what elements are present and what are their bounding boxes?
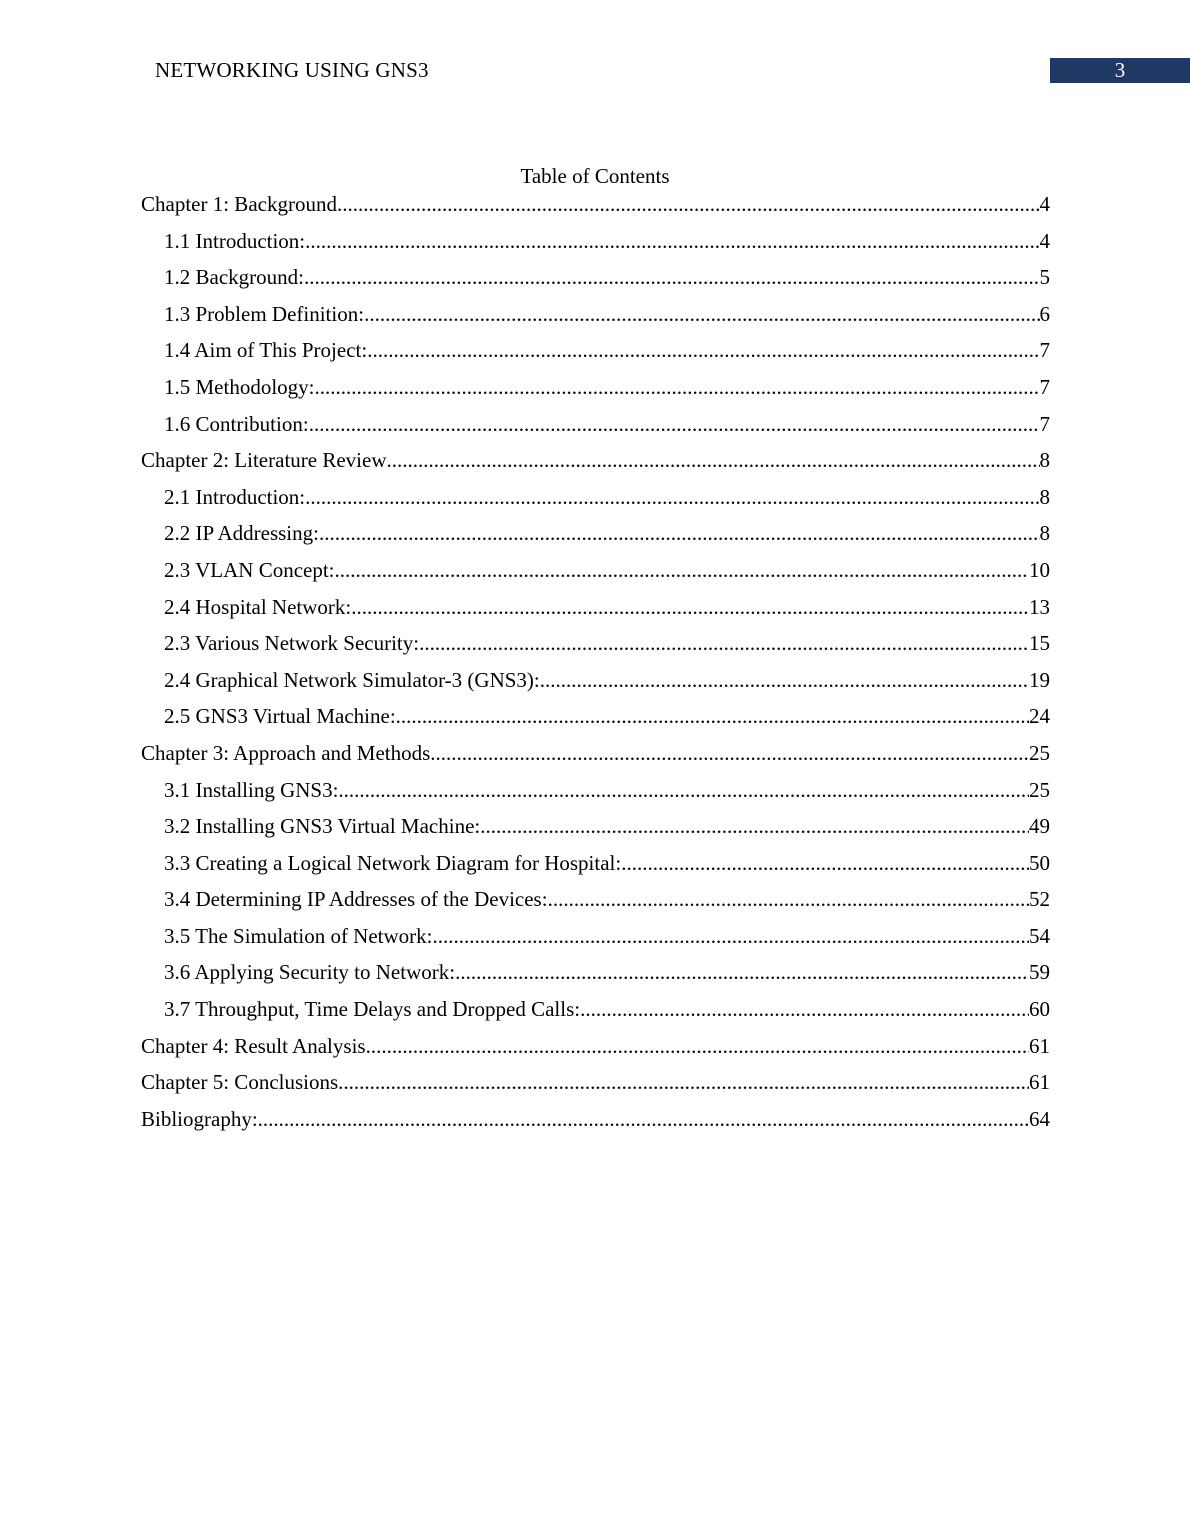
toc-entry-label: 3.3 Creating a Logical Network Diagram for Hospital: bbox=[164, 850, 622, 875]
toc-section-entry[interactable] bbox=[141, 593, 1050, 630]
toc-entry-page: 7 bbox=[1039, 338, 1050, 363]
toc-entry-label: 2.3 Various Network Security: bbox=[164, 631, 420, 656]
toc-entry-page: 60 bbox=[1029, 997, 1050, 1022]
toc-entry-page: 8 bbox=[1039, 448, 1050, 473]
toc-section-entry[interactable] bbox=[141, 776, 1050, 813]
toc-entry-label: 2.1 Introduction: bbox=[164, 484, 306, 509]
toc-dot-leader bbox=[548, 885, 1029, 913]
page-number-badge bbox=[1050, 58, 1190, 83]
toc-entry-page: 24 bbox=[1029, 704, 1050, 729]
toc-entry-page: 7 bbox=[1039, 411, 1050, 436]
running-head: NETWORKING USING GNS3 bbox=[155, 58, 429, 82]
toc-dot-leader bbox=[351, 593, 1029, 621]
toc-entry-label: 1.6 Contribution: bbox=[164, 411, 309, 436]
toc-entry-label: 3.1 Installing GNS3: bbox=[164, 777, 339, 802]
toc-entry-label: 3.4 Determining IP Addresses of the Devices: bbox=[164, 887, 548, 912]
toc-section-entry[interactable] bbox=[141, 885, 1050, 922]
toc-dot-leader bbox=[430, 739, 1029, 767]
toc-entry-page: 5 bbox=[1039, 265, 1050, 290]
toc-entry-page: 52 bbox=[1029, 887, 1050, 912]
toc-dot-leader bbox=[258, 1105, 1029, 1133]
toc-dot-leader bbox=[319, 519, 1040, 547]
toc-entry-label: 2.4 Graphical Network Simulator-3 (GNS3): bbox=[164, 667, 540, 692]
toc-entry-page: 10 bbox=[1029, 557, 1050, 582]
toc-dot-leader bbox=[621, 849, 1029, 877]
toc-entry-page: 61 bbox=[1029, 1033, 1050, 1058]
toc-entry-label: 1.1 Introduction: bbox=[164, 228, 306, 253]
toc-entry-label: 1.3 Problem Definition: bbox=[164, 301, 365, 326]
toc-entry-page: 25 bbox=[1029, 777, 1050, 802]
toc-dot-leader bbox=[540, 666, 1029, 694]
toc-entry-label: 1.2 Background: bbox=[164, 265, 304, 290]
toc-dot-leader bbox=[419, 629, 1029, 657]
toc-dot-leader bbox=[338, 776, 1029, 804]
toc-entry-label: Chapter 2: Literature Review bbox=[141, 448, 387, 473]
toc-entry-page: 4 bbox=[1039, 228, 1050, 253]
toc-dot-leader bbox=[455, 958, 1029, 986]
toc-dot-leader bbox=[433, 922, 1030, 950]
toc-entry-page: 19 bbox=[1029, 667, 1050, 692]
toc-section-entry[interactable] bbox=[141, 995, 1050, 1032]
toc-entry-page: 59 bbox=[1029, 960, 1050, 985]
toc-chapter-entry[interactable] bbox=[141, 1032, 1050, 1069]
toc-dot-leader bbox=[315, 373, 1040, 401]
toc-chapter-entry[interactable] bbox=[141, 1068, 1050, 1105]
toc-dot-leader bbox=[580, 995, 1029, 1023]
toc-title: Table of Contents bbox=[520, 164, 670, 188]
toc-section-entry[interactable] bbox=[141, 263, 1050, 300]
toc-chapter-entry[interactable] bbox=[141, 1105, 1050, 1142]
toc-entry-label: 1.5 Methodology: bbox=[164, 374, 315, 399]
toc-entry-page: 4 bbox=[1039, 192, 1050, 216]
toc-entry-label: Chapter 3: Approach and Methods bbox=[141, 740, 431, 765]
toc-section-entry[interactable] bbox=[141, 519, 1050, 556]
toc-entry-page: 25 bbox=[1029, 740, 1050, 765]
toc-dot-leader bbox=[396, 702, 1029, 730]
toc-dot-leader bbox=[366, 1032, 1029, 1060]
toc-entry-page: 13 bbox=[1029, 594, 1050, 619]
toc-entry-label: 3.7 Throughput, Time Delays and Dropped Calls: bbox=[164, 997, 581, 1022]
toc-entry-page: 54 bbox=[1029, 923, 1050, 948]
toc-entry-label: 3.2 Installing GNS3 Virtual Machine: bbox=[164, 814, 481, 839]
toc-entry-page: 8 bbox=[1039, 484, 1050, 509]
toc-entry-label: 1.4 Aim of This Project: bbox=[164, 338, 368, 363]
toc-section-entry[interactable] bbox=[141, 958, 1050, 995]
toc-section-entry[interactable] bbox=[141, 300, 1050, 337]
toc-entry-label: 2.5 GNS3 Virtual Machine: bbox=[164, 704, 396, 729]
toc-dot-leader bbox=[309, 410, 1040, 438]
toc-section-entry[interactable] bbox=[141, 227, 1050, 264]
toc-entry-label: 2.2 IP Addressing: bbox=[164, 521, 319, 546]
toc-section-entry[interactable] bbox=[141, 556, 1050, 593]
toc-section-entry[interactable] bbox=[141, 336, 1050, 373]
toc-dot-leader bbox=[364, 300, 1039, 328]
table-of-contents bbox=[141, 190, 1050, 1141]
toc-dot-leader bbox=[337, 190, 1040, 218]
toc-entry-label: Bibliography: bbox=[141, 1106, 258, 1131]
page-number: 3 bbox=[1114, 58, 1126, 82]
toc-section-entry[interactable] bbox=[141, 373, 1050, 410]
toc-entry-page: 7 bbox=[1039, 374, 1050, 399]
toc-section-entry[interactable] bbox=[141, 666, 1050, 703]
toc-entry-label: Chapter 4: Result Analysis bbox=[141, 1033, 366, 1058]
toc-entry-label: Chapter 1: Background bbox=[141, 192, 337, 216]
toc-entry-label: 2.3 VLAN Concept: bbox=[164, 557, 335, 582]
toc-section-entry[interactable] bbox=[141, 812, 1050, 849]
toc-dot-leader bbox=[387, 446, 1040, 474]
toc-chapter-entry[interactable] bbox=[141, 739, 1050, 776]
toc-dot-leader bbox=[480, 812, 1029, 840]
toc-entry-label: 3.6 Applying Security to Network: bbox=[164, 960, 456, 985]
toc-entry-page: 61 bbox=[1029, 1070, 1050, 1095]
toc-section-entry[interactable] bbox=[141, 410, 1050, 447]
toc-entry-page: 8 bbox=[1039, 521, 1050, 546]
toc-dot-leader bbox=[305, 483, 1039, 511]
toc-section-entry[interactable] bbox=[141, 922, 1050, 959]
toc-dot-leader bbox=[335, 556, 1029, 584]
toc-entry-page: 50 bbox=[1029, 850, 1050, 875]
toc-section-entry[interactable] bbox=[141, 483, 1050, 520]
toc-chapter-entry[interactable] bbox=[141, 190, 1050, 227]
toc-entry-page: 15 bbox=[1029, 631, 1050, 656]
toc-entry-label: 3.5 The Simulation of Network: bbox=[164, 923, 433, 948]
toc-dot-leader bbox=[367, 336, 1039, 364]
toc-chapter-entry[interactable] bbox=[141, 446, 1050, 483]
toc-entry-page: 6 bbox=[1039, 301, 1050, 326]
toc-dot-leader bbox=[304, 263, 1040, 291]
toc-section-entry[interactable] bbox=[141, 702, 1050, 739]
toc-section-entry[interactable] bbox=[141, 629, 1050, 666]
toc-dot-leader bbox=[305, 227, 1039, 255]
toc-entry-label: Chapter 5: Conclusions bbox=[141, 1070, 339, 1095]
toc-section-entry[interactable] bbox=[141, 849, 1050, 886]
toc-entry-page: 64 bbox=[1029, 1106, 1050, 1131]
toc-dot-leader bbox=[338, 1068, 1029, 1096]
toc-entry-label: 2.4 Hospital Network: bbox=[164, 594, 352, 619]
toc-entry-page: 49 bbox=[1029, 814, 1050, 839]
